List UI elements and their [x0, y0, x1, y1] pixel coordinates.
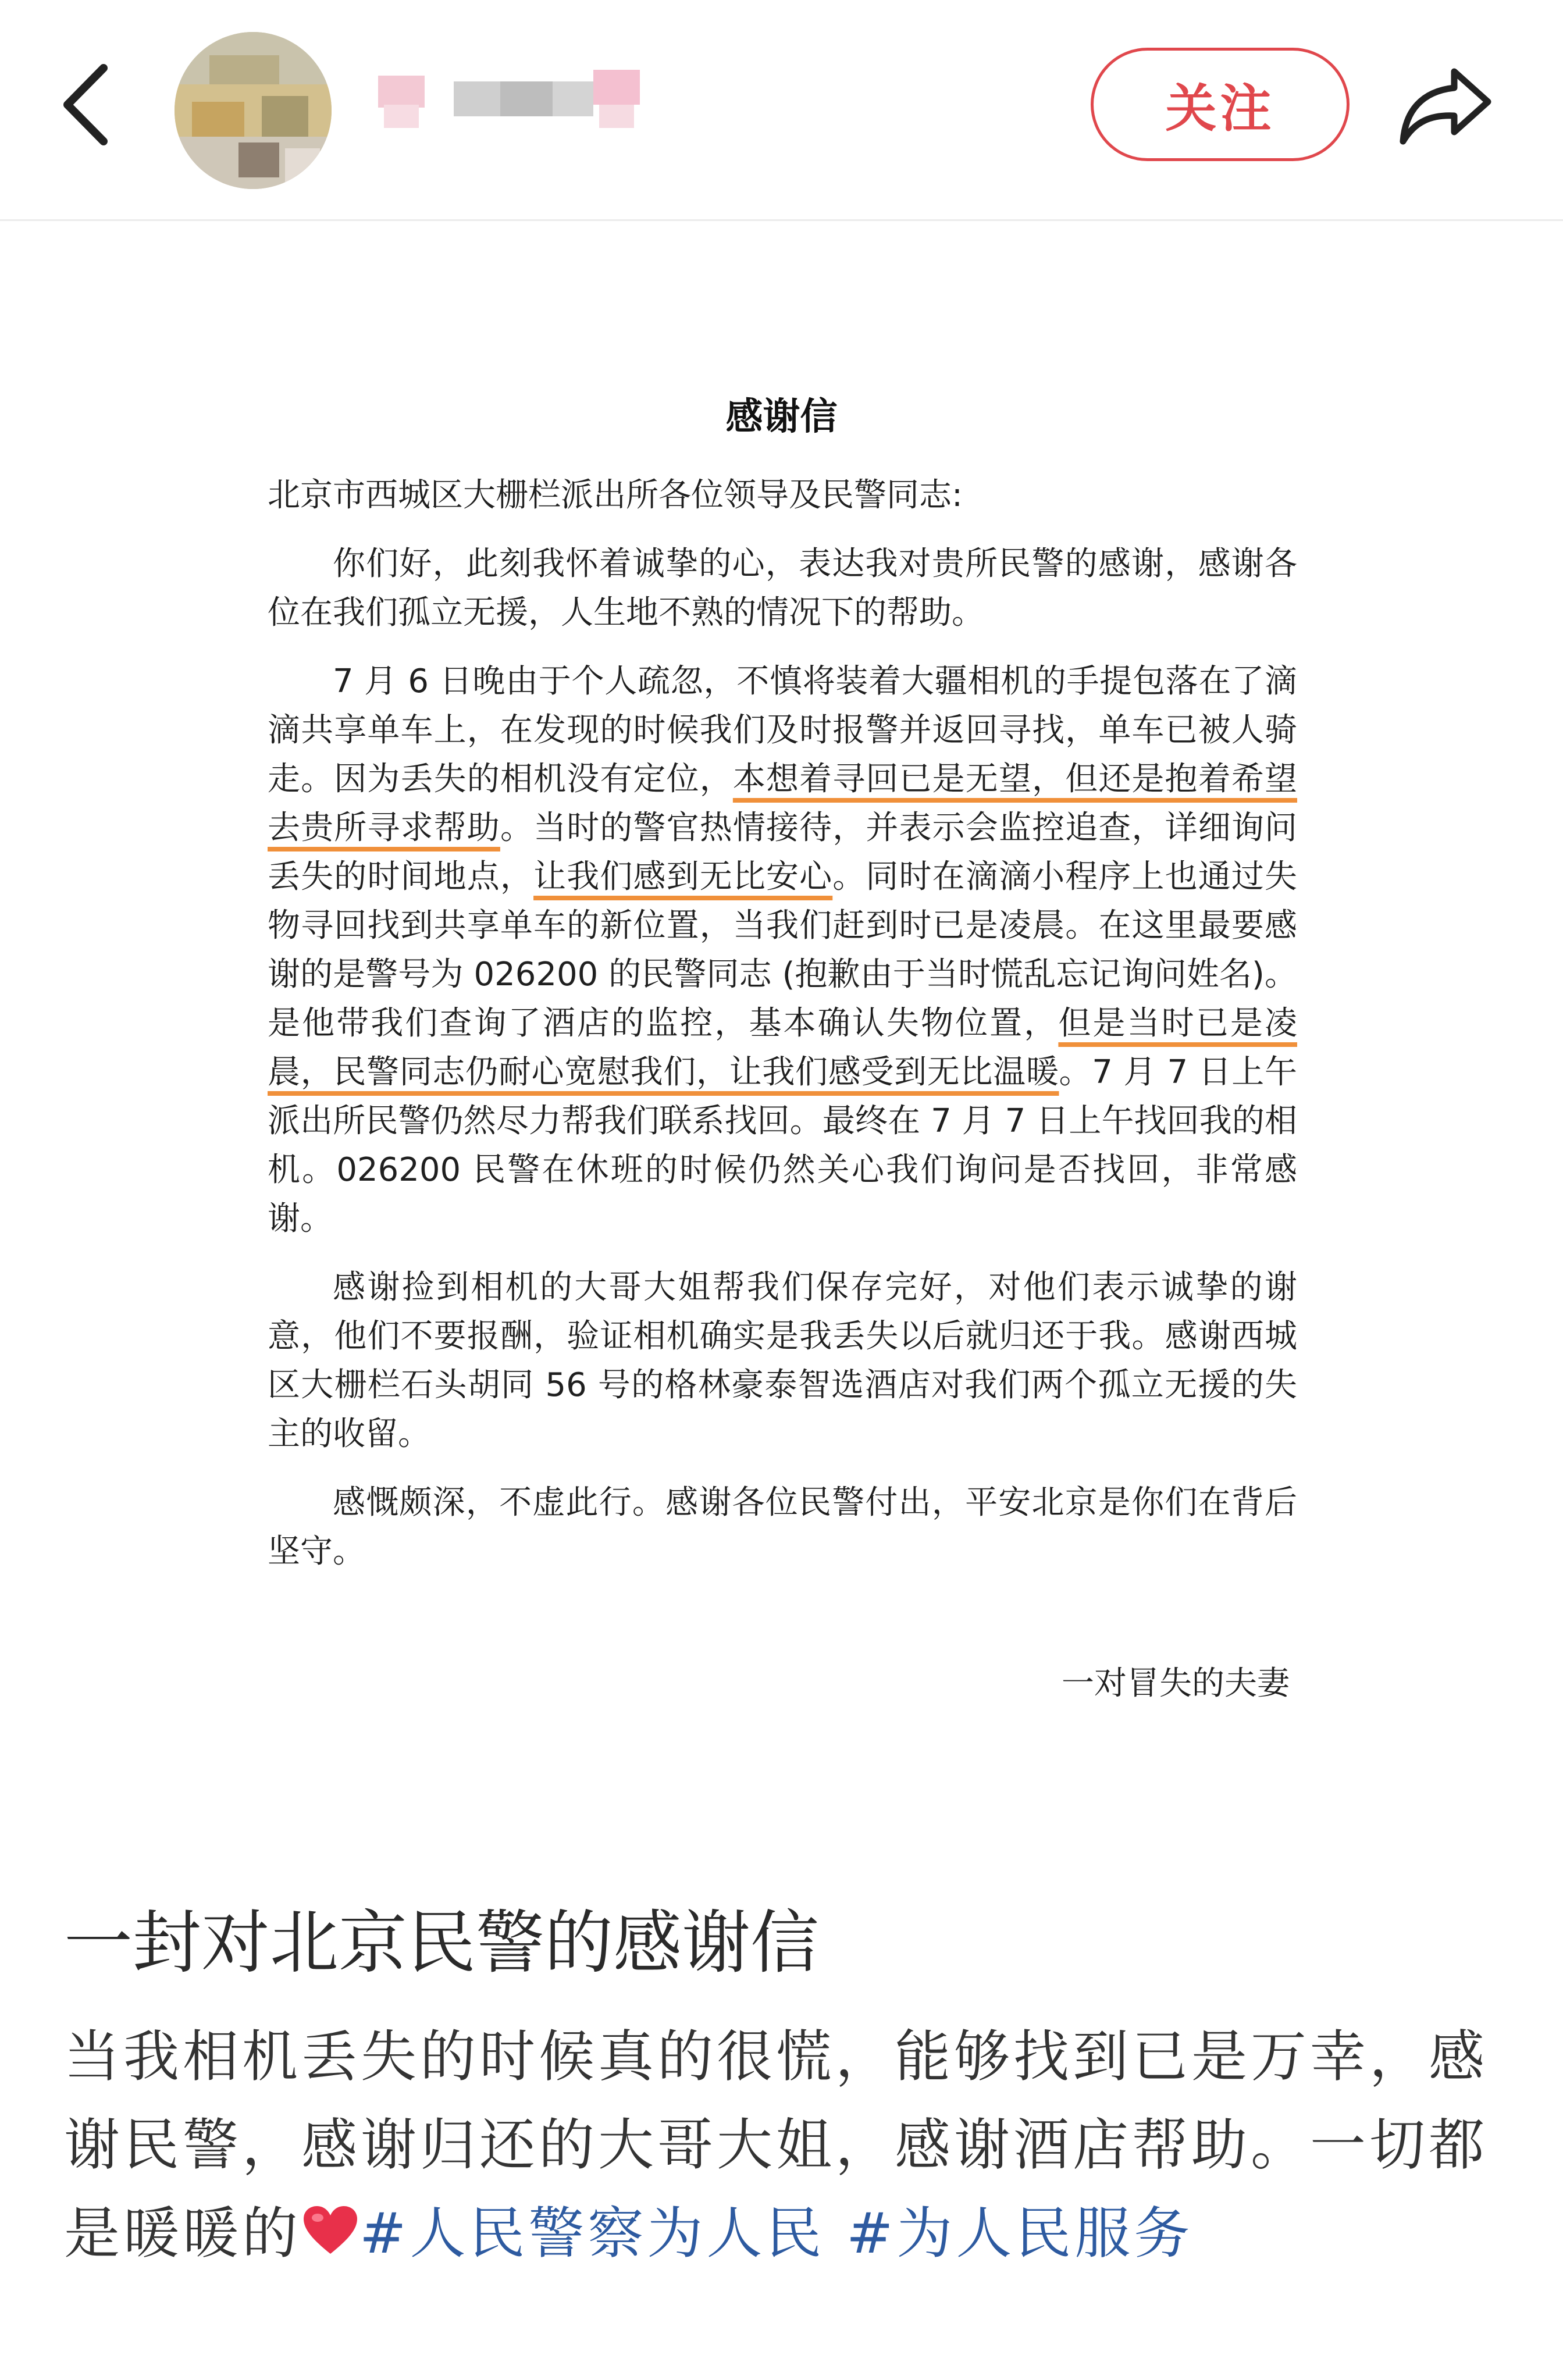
- letter-paragraph-3: 感谢捡到相机的大哥大姐帮我们保存完好，对他们表示诚挚的谢意，他们不要报酬，验证相机确实是我丢失以后就归还于我。感谢西城区大栅栏石头胡同 56 号的格林豪泰智选酒店对我们两个孤立无援的失主的收留。: [268, 1269, 1297, 1453]
- back-button[interactable]: [47, 55, 122, 154]
- letter-text: 。同时在滴滴小程序上也通过失物寻回找到共享单车的新位置，当我们赶到时已是凌晨。在这里最要感谢的是警号为 026200 的民警同志 (抱歉由于当时慌乱忘记询问姓名)。是他带我们查询了酒店的监控，基本确认失物位置，: [268, 858, 1298, 1042]
- avatar[interactable]: [175, 32, 332, 189]
- letter-body: [268, 471, 1297, 1596]
- letter-image[interactable]: [0, 221, 1563, 1838]
- letter-paragraph-1: 你们好，此刻我怀着诚挚的心，表达我对贵所民警的感谢，感谢各位在我们孤立无援，人生地不熟的情况下的帮助。: [268, 545, 1297, 632]
- highlighted-text: 让我们感到无比安心: [533, 858, 833, 896]
- letter-paragraph-2: [268, 657, 1297, 1244]
- follow-button[interactable]: 关注: [1091, 48, 1350, 161]
- letter-text: 。7 月 7 日上午派出所民警仍然尽力帮我们联系找回。最终在 7 月 7 日上午找回我的相机。026200 民警在休班的时候仍然关心我们询问是否找回，非常感谢。: [268, 1053, 1297, 1238]
- hashtag-link[interactable]: #为人民服务: [846, 2201, 1194, 2266]
- post-body: [64, 2012, 1507, 2281]
- share-button[interactable]: [1390, 55, 1501, 154]
- post-title: 一封对北京民警的感谢信: [64, 1902, 820, 1983]
- chevron-left-icon: [58, 61, 111, 148]
- username-blurred: [378, 64, 669, 140]
- letter-text: 7 月 6 日晚由于个人疏忽，不慎将装着大疆相机的手提包落在了滴滴共享单车上，在发现的时候我们及时报警并返回寻找，单车已被人骑走。因为丢失的相机没有定位，: [268, 662, 1297, 798]
- letter-title: 感谢信: [725, 396, 838, 439]
- share-arrow-icon: [1396, 61, 1495, 148]
- letter-text: 。当时的警官热情接待，并表示会监控追查，详细询问丢失的时间地点，: [268, 809, 1298, 896]
- heart-emoji-icon: [301, 2193, 359, 2281]
- letter-paragraph-4: 感慨颇深，不虚此行。感谢各位民警付出，平安北京是你们在背后坚守。: [268, 1484, 1297, 1570]
- letter-salutation: 北京市西城区大栅栏派出所各位领导及民警同志:: [268, 476, 963, 514]
- letter-signature: 一对冒失的夫妻: [1062, 1665, 1290, 1702]
- post-body-text: 当我相机丢失的时候真的很慌，能够找到已是万幸，感谢民警，感谢归还的大哥大姐，感谢酒店帮助。一切都是暖暖的: [64, 2024, 1488, 2266]
- hashtag-link[interactable]: #人民警察为人民: [359, 2201, 825, 2266]
- highlighted-text: 本想着寻回已是无望，但还是抱着希望去贵所寻求帮助: [268, 760, 1298, 847]
- highlighted-text: 但是当时已是凌晨，民警同志仍耐心宽慰我们，让我们感受到无比温暖: [268, 1004, 1298, 1091]
- top-bar: [0, 0, 1563, 221]
